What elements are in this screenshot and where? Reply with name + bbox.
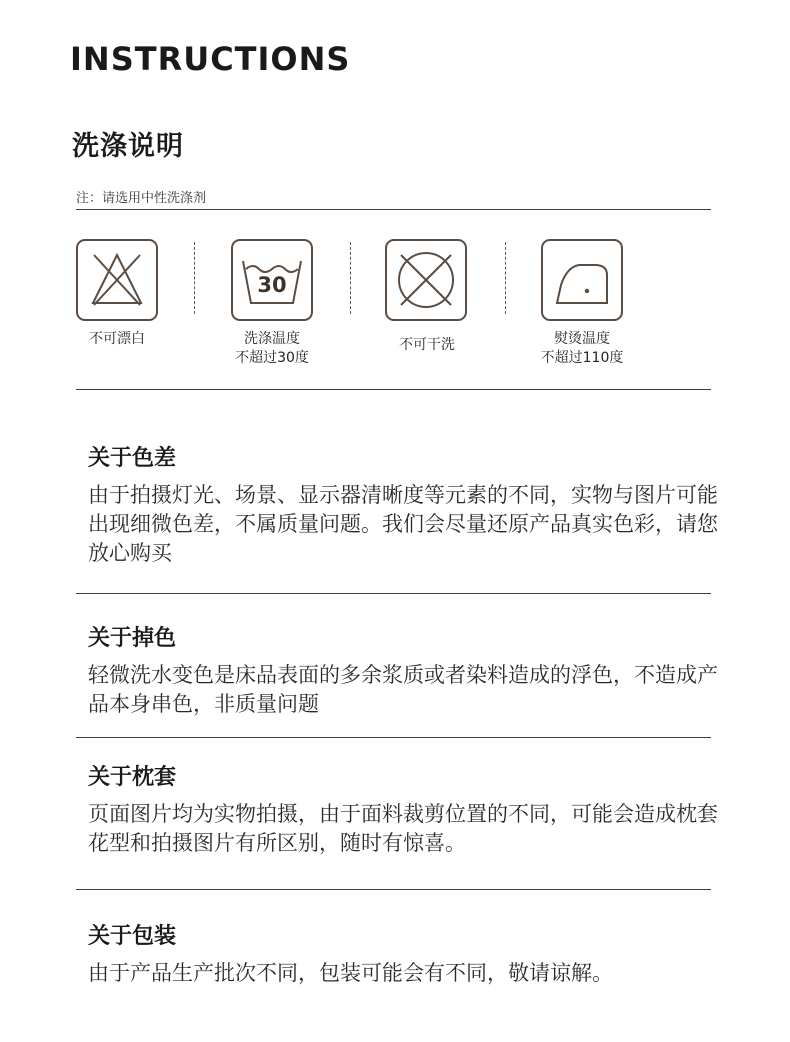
dashed-separator [350,242,351,314]
wash-temp-badge: 30 [257,273,287,297]
section-body-pillowcase: 页面图片均为实物拍摄，由于面料裁剪位置的不同，可能会造成枕套花型和拍摄图片有所区别，随时有惊喜。 [88,802,718,855]
section-body-color-difference: 由于拍摄灯光、场景、显示器清晰度等元素的不同，实物与图片可能出现细微色差，不属质量问题。我们会尽量还原产品真实色彩，请您放心购买 [88,483,718,565]
page-title-en: INSTRUCTIONS [70,40,351,78]
iron-temp-line1: 熨烫温度 [554,331,610,347]
section-body-fading: 轻微洗水变色是床品表面的多余浆质或者染料造成的浮色，不造成产品本身串色，非质量问题 [88,663,718,716]
section-title-color-difference: 关于色差 [88,446,177,471]
no-dry-clean-label: 不可干洗 [399,337,455,353]
section-title-pillowcase: 关于枕套 [88,765,177,790]
no-bleach-icon [76,239,158,321]
iron-temp-label [517,330,647,368]
iron-temp-line2: 不超过110度 [540,350,624,366]
section-body-packaging: 由于产品生产批次不同，包装可能会有不同，敬请谅解。 [88,961,613,985]
divider [76,389,711,390]
wash-30-icon [231,239,313,321]
wash-temp-line1: 洗涤温度 [244,331,300,347]
divider [76,889,711,890]
section-title-packaging: 关于包装 [88,924,177,949]
iron-icon [541,239,623,321]
wash-temp-label [207,330,337,368]
page-title-cn: 洗涤说明 [72,131,184,162]
dashed-separator [505,242,506,314]
dashed-separator [194,242,195,314]
detergent-note: 注：请选用中性洗涤剂 [76,191,207,206]
divider [76,593,711,594]
no-bleach-label: 不可漂白 [89,331,145,347]
divider [76,209,711,210]
divider [76,737,711,738]
wash-temp-line2: 不超过30度 [235,350,309,366]
no-dry-clean-icon [385,239,467,321]
section-title-fading: 关于掉色 [88,626,177,651]
